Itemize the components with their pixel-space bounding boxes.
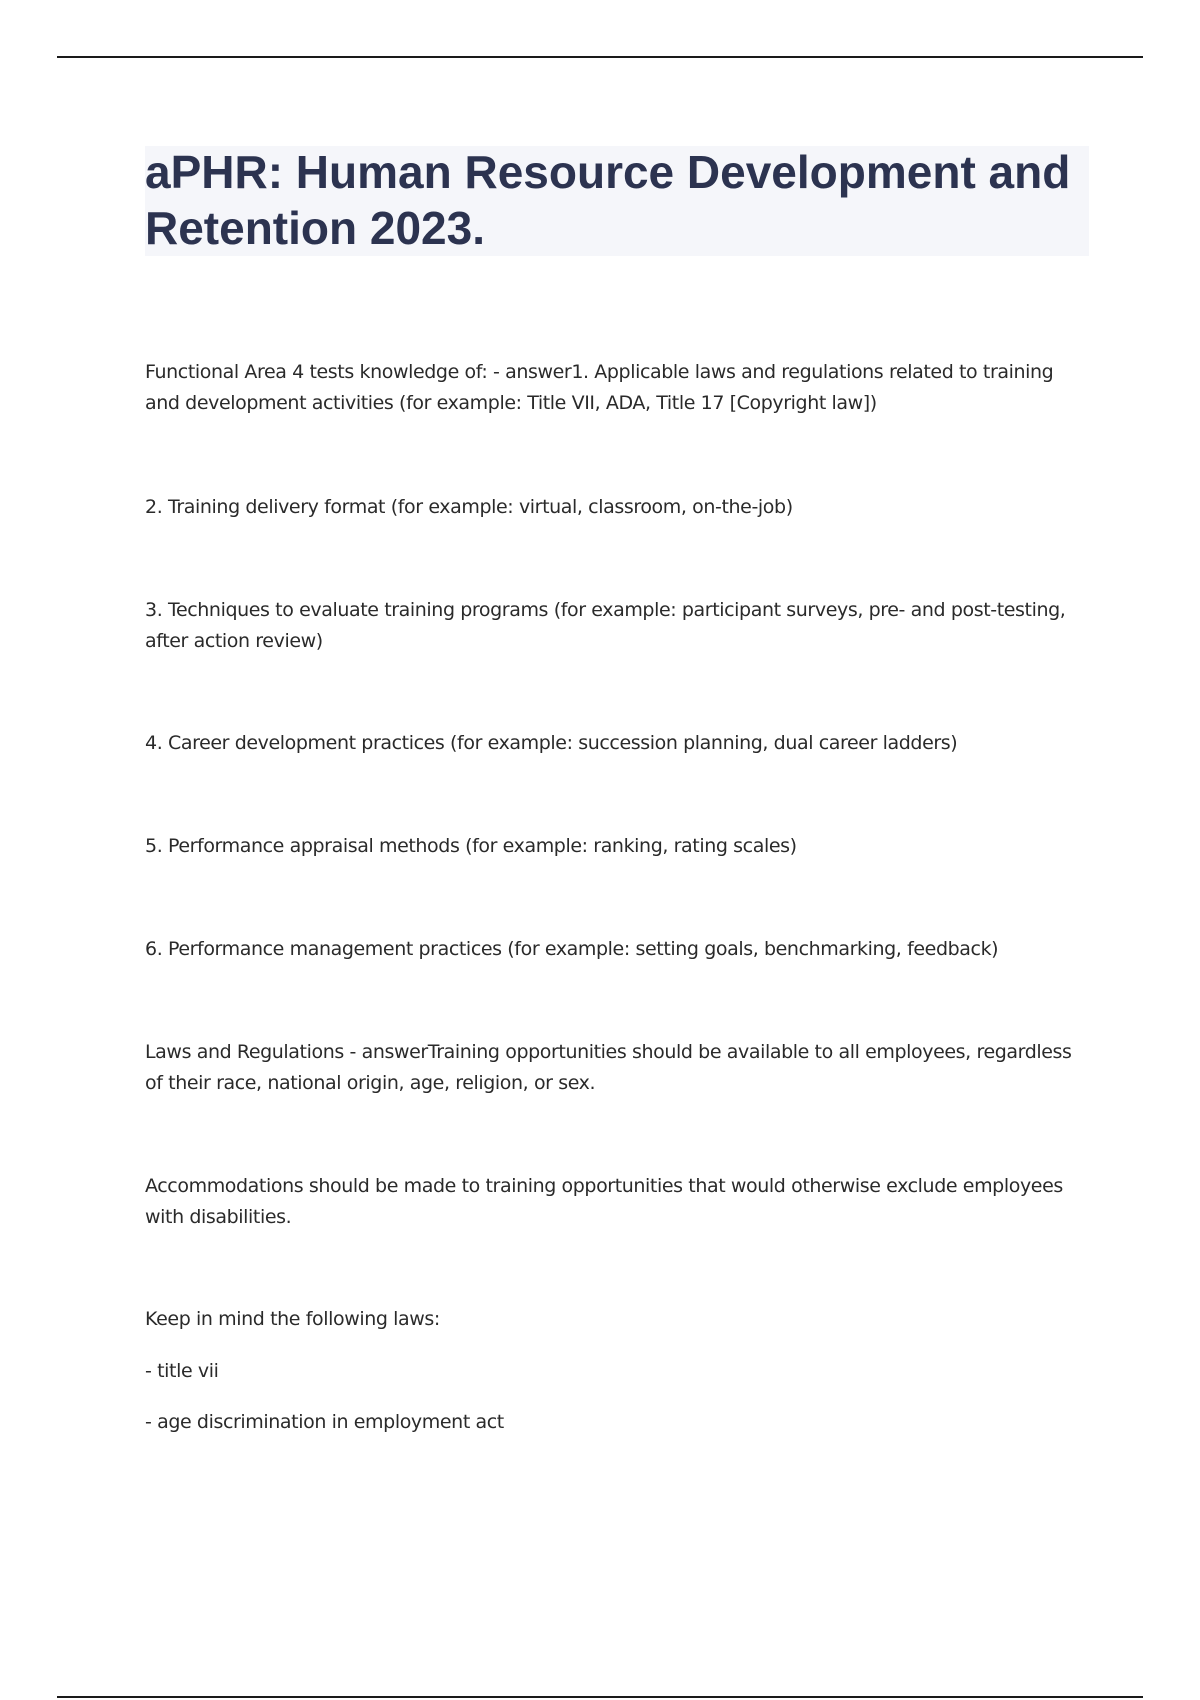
paragraph-item-2: 2. Training delivery format (for example: virtual, classroom, on-the-job) <box>145 496 793 518</box>
bottom-rule <box>57 1696 1143 1698</box>
paragraph-keep-in-mind: Keep in mind the following laws: <box>145 1308 440 1330</box>
paragraph-item-3: 3. Techniques to evaluate training programs (for example: participant surveys, pre- and post-testing, after action review) <box>145 599 1066 652</box>
top-rule <box>57 56 1143 58</box>
paragraph-item-4: 4. Career development practices (for example: succession planning, dual career ladders) <box>145 732 958 754</box>
paragraph-item-5: 5. Performance appraisal methods (for example: ranking, rating scales) <box>145 835 797 857</box>
list-item-adea: - age discrimination in employment act <box>145 1411 504 1433</box>
paragraph-item-6: 6. Performance management practices (for example: setting goals, benchmarking, feedback) <box>145 938 999 960</box>
list-item-title-vii: - title vii <box>145 1360 219 1382</box>
paragraph-accommodations: Accommodations should be made to training opportunities that would otherwise exclude employees with disabilities. <box>145 1175 1063 1228</box>
page-title: aPHR: Human Resource Development and Retention 2023. <box>145 146 1071 254</box>
paragraph-laws-regulations: Laws and Regulations - answerTraining opportunities should be available to all employees, regardless of their race, national origin, age, religion, or sex. <box>145 1041 1072 1094</box>
paragraph-functional-area: Functional Area 4 tests knowledge of: - answer1. Applicable laws and regulations related to training and development activities (for example: Title VII, ADA, Title 17 [Copyright law]) <box>145 361 1054 414</box>
